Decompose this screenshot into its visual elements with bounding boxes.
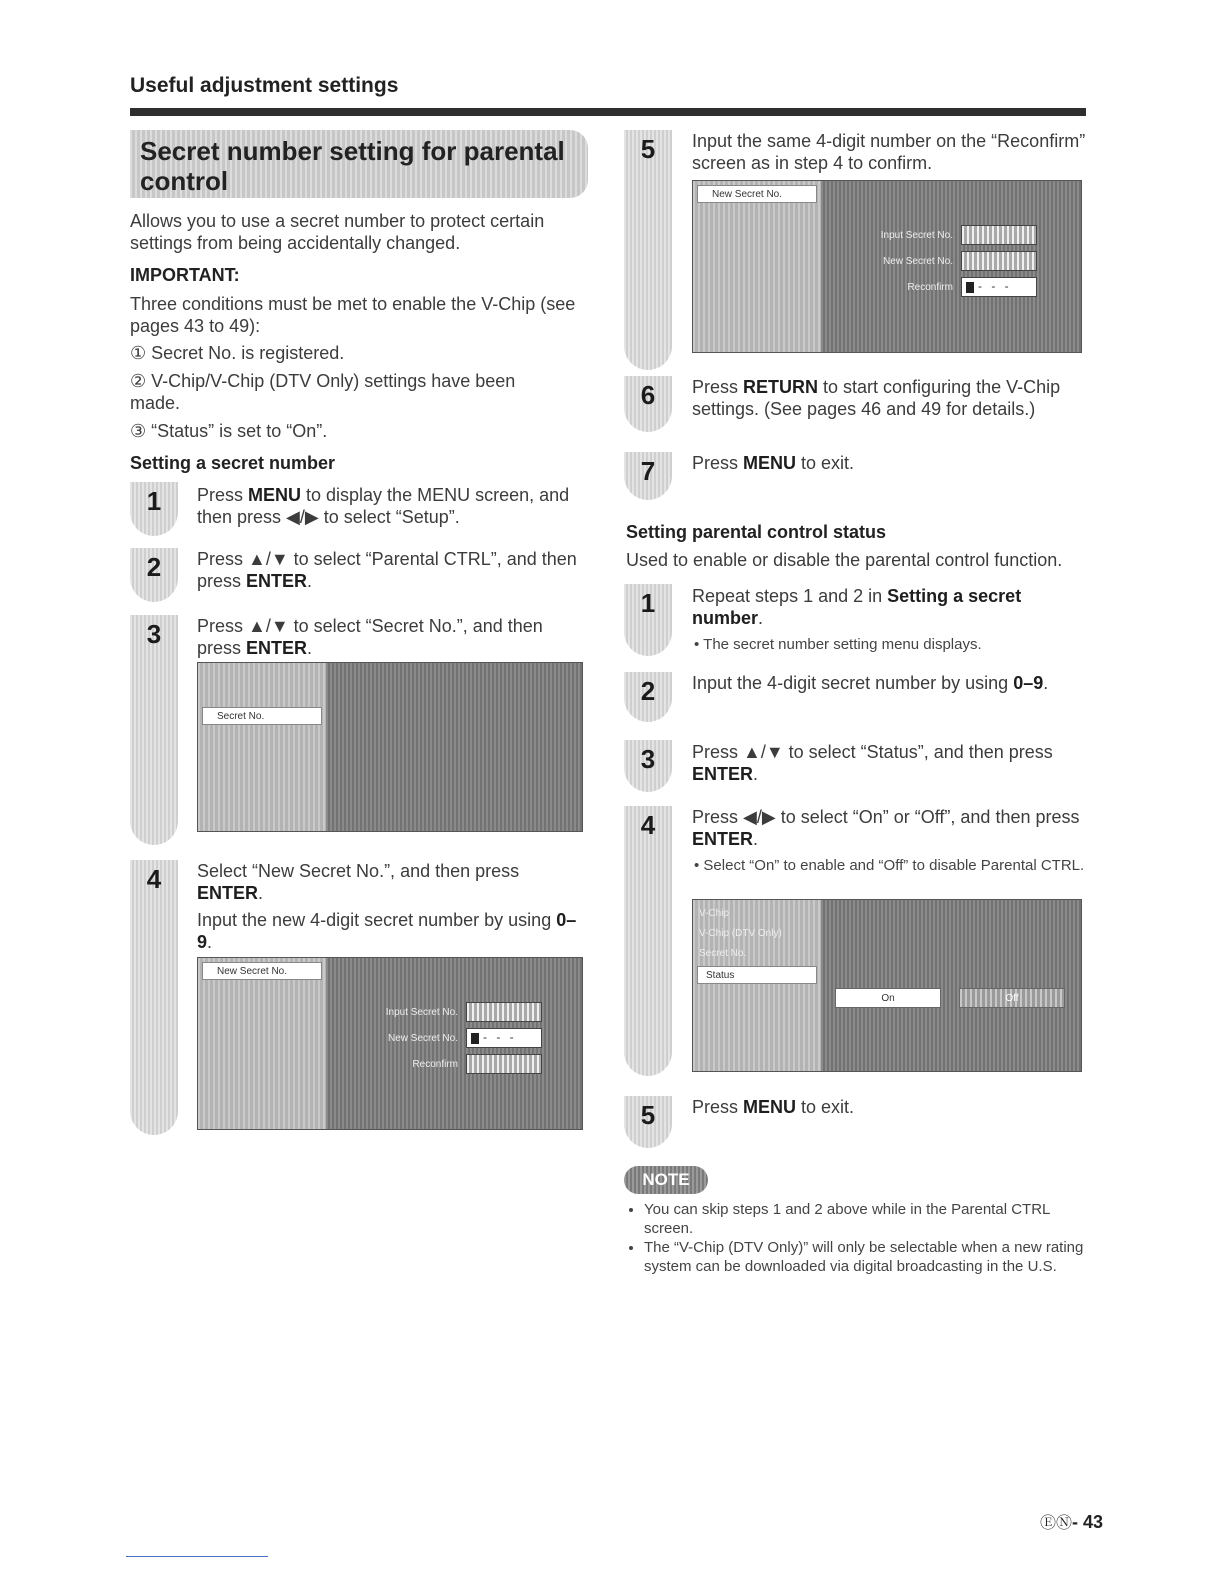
ps-step-4-bullet: • Select “On” to enable and “Off” to disable Parental CTRL. [694,857,1085,874]
step-2-badge: 2 [130,548,178,602]
notes-list [626,1200,1086,1276]
ps-step-5-text: Press MENU to exit. [692,1097,855,1117]
step-1-badge: 1 [130,482,178,536]
step-4-text-2: Input the new 4-digit secret number by using 0–9. [197,910,577,952]
intro-text: Allows you to use a secret number to protect certain settings from being accidentally changed. [130,211,545,253]
step-1-text: Press MENU to display the MENU screen, and then press ◀/▶ to select “Setup”. [197,485,570,527]
ps-step-2-text: Input the 4-digit secret number by using 0–9. [692,673,1049,693]
status-screen [692,899,1082,1072]
ps-step-5-badge: 5 [624,1096,672,1148]
menu-item-vchip: V-Chip [699,908,730,919]
menu-item-secret: Secret No. [699,948,747,959]
step-6-badge: 6 [624,376,672,432]
footer-line [126,1556,268,1557]
menu-pane [693,900,821,1071]
step-2-text: Press ▲/▼ to select “Parental CTRL”, and then press ENTER. [197,549,577,591]
condition-3: ③ “Status” is set to “On”. [130,421,328,441]
step-5-badge: 5 [624,130,672,370]
new-secret-label: New Secret No. [387,1033,458,1044]
ps-step-1-badge: 1 [624,584,672,656]
step-4-text: Select “New Secret No.”, and then press ENTER. [197,861,520,903]
status-tab: Status [697,966,817,984]
parental-status-intro: Used to enable or disable the parental control function. [626,550,1063,570]
input-secret-field [961,225,1037,245]
page-number: ⒺⓃ- 43 [1040,1512,1104,1532]
input-secret-label: Input Secret No. [385,1007,458,1018]
ps-step-4-badge: 4 [624,806,672,1076]
secret-no-tab: Secret No. [202,707,322,725]
step-6-text: Press RETURN to start configuring the V-Chip settings. (See pages 46 and 49 for details.) [692,377,1061,419]
new-secret-field: - - - [466,1028,542,1048]
new-secret-screen [197,957,583,1130]
step-3-text: Press ▲/▼ to select “Secret No.”, and then press ENTER. [197,616,543,658]
parental-status-heading: Setting parental control status [626,522,887,542]
ps-step-2-badge: 2 [624,672,672,722]
ps-step-4-text: Press ◀/▶ to select “On” or “Off”, and then press ENTER. [692,807,1080,849]
note-item: • The “V-Chip (DTV Only)” will only be selectable when a new rating system can be downloaded via digital broadcasting in the U.S. [644,1238,1086,1276]
ps-step-1-bullet: • The secret number setting menu displays. [694,636,982,653]
ps-step-3-text: Press ▲/▼ to select “Status”, and then press ENTER. [692,742,1053,784]
step-5-text: Input the same 4-digit number on the “Reconfirm” screen as in step 4 to confirm. [692,131,1086,173]
note-badge: NOTE [624,1166,708,1194]
reconfirm-field [466,1054,542,1074]
cursor [471,1033,479,1044]
ps-step-3-badge: 3 [624,740,672,792]
section-title: Useful adjustment settings [130,74,399,97]
input-secret-field [466,1002,542,1022]
off-option: Off [959,988,1065,1008]
secret-no-screen [197,662,583,832]
new-secret-tab: New Secret No. [697,185,817,203]
menu-pane [198,958,326,1129]
new-secret-label: New Secret No. [882,256,953,267]
page-title-banner: Secret number setting for parental control [130,130,588,198]
reconfirm-label: Reconfirm [412,1059,458,1070]
reconfirm-screen [692,180,1082,353]
step-7-badge: 7 [624,452,672,500]
on-option: On [835,988,941,1008]
new-secret-field [961,251,1037,271]
menu-pane [693,181,821,352]
important-label: IMPORTANT: [130,265,240,285]
new-secret-tab: New Secret No. [202,962,322,980]
menu-pane [198,663,326,831]
input-secret-label: Input Secret No. [880,230,953,241]
condition-2: ② V-Chip/V-Chip (DTV Only) settings have been made. [130,371,516,413]
reconfirm-field: - - - [961,277,1037,297]
setting-secret-heading: Setting a secret number [130,453,336,473]
step-3-badge: 3 [130,615,178,845]
cursor [966,282,974,293]
header-rule [130,108,1086,116]
reconfirm-label: Reconfirm [907,282,953,293]
note-item: • You can skip steps 1 and 2 above while in the Parental CTRL screen. [644,1200,1086,1238]
step-4-badge: 4 [130,860,178,1135]
important-text: Three conditions must be met to enable the V-Chip (see pages 43 to 49): [130,294,576,336]
step-7-text: Press MENU to exit. [692,453,855,473]
ps-step-1-text: Repeat steps 1 and 2 in Setting a secret number. [692,586,1022,628]
menu-item-vchip-dtv: V-Chip (DTV Only) [699,928,782,939]
condition-1: ① Secret No. is registered. [130,343,345,363]
